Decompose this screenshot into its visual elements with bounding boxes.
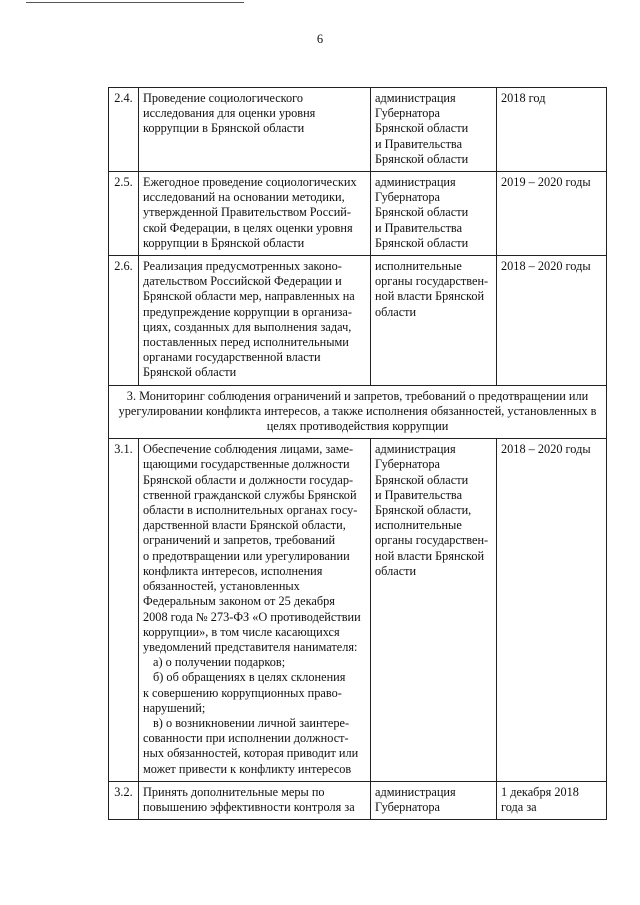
- item-number: 3.1.: [109, 439, 139, 781]
- term: [497, 439, 607, 781]
- event-line: в) о возникновении личной заинтере-: [153, 715, 350, 730]
- executor-line: администрация: [375, 91, 456, 105]
- executor-line: администрация: [375, 784, 456, 799]
- executor-line: и Правительства: [375, 136, 463, 151]
- event-line: а) о получении подарков;: [153, 655, 286, 670]
- executor-line: органы государствен-: [375, 533, 489, 548]
- table-row: [109, 439, 607, 781]
- event-line: Принять дополнительные меры по: [143, 784, 325, 799]
- event-line: предупреждение коррупции в организа-: [143, 304, 352, 319]
- event-line: обязанностей, установленных: [143, 579, 300, 594]
- term-text: 2018 – 2020 годы: [501, 259, 591, 274]
- executor-line: Брянской области: [375, 235, 469, 250]
- event-line: коррупции», в том числе касающихся: [143, 624, 340, 639]
- event-description: [139, 256, 371, 386]
- event-line: Реализация предусмотренных законо-: [143, 259, 342, 274]
- executor-line: Брянской области: [375, 151, 469, 166]
- event-description: [139, 88, 371, 172]
- event-line: органами государственной власти: [143, 350, 321, 365]
- event-description: [139, 439, 371, 781]
- term-text: 2018 – 2020 годы: [501, 442, 591, 457]
- event-line: коррупции в Брянской области: [143, 235, 305, 250]
- event-line: может привести к конфликту интересов: [143, 761, 352, 776]
- anti-corruption-plan-table: [108, 87, 607, 820]
- event-line: Брянской области мер, направленных на: [143, 289, 355, 304]
- executor-line: исполнительные: [375, 518, 462, 533]
- top-rule: [26, 2, 244, 3]
- executor-line: администрация: [375, 175, 456, 190]
- event-line: дательством Российской Федерации и: [143, 274, 342, 289]
- term-text: 2019 – 2020 годы: [501, 175, 591, 190]
- executor: [371, 88, 497, 172]
- page-number: 6: [316, 32, 324, 46]
- event-line: Ежегодное проведение социологических: [143, 175, 357, 190]
- executor-line: органы государствен-: [375, 274, 489, 289]
- event-line: Федеральным законом от 25 декабря: [143, 594, 335, 609]
- executor-line: и Правительства: [375, 220, 463, 235]
- term: [497, 172, 607, 256]
- item-number: 2.4.: [109, 88, 139, 172]
- executor: [371, 439, 497, 781]
- term: [497, 781, 607, 819]
- event-line: утвержденной Правительством Россий-: [143, 205, 351, 220]
- term: [497, 88, 607, 172]
- table-row: [109, 781, 607, 819]
- executor-line: ной власти Брянской: [375, 289, 485, 304]
- executor-line: области: [375, 563, 417, 578]
- event-line: ской Федерации, в целях оценки уровня: [143, 220, 353, 235]
- event-description: [139, 172, 371, 256]
- event-line: к совершению коррупционных право-: [143, 685, 342, 700]
- event-line: Обеспечение соблюдения лицами, заме-: [143, 442, 354, 457]
- executor: [371, 781, 497, 819]
- event-line: области в исполнительных органах госу-: [143, 503, 358, 518]
- executor: [371, 256, 497, 386]
- executor-line: ной власти Брянской: [375, 548, 485, 563]
- table-row: [109, 172, 607, 256]
- executor-line: администрация: [375, 442, 456, 457]
- event-line: дарственной власти Брянской области,: [143, 518, 346, 533]
- event-line: ограничений и запретов, требований: [143, 533, 336, 548]
- event-line: уведомлений представителя нанимателя:: [143, 639, 358, 654]
- event-line: о предотвращении или урегулировании: [143, 548, 350, 563]
- event-line: Брянской области и должности государ-: [143, 472, 354, 487]
- executor-line: исполнительные: [375, 259, 462, 274]
- event-line: коррупции в Брянской области: [143, 121, 305, 136]
- executor-line: Губернатора: [375, 106, 441, 121]
- executor: [371, 172, 497, 256]
- event-line: ственной гражданской службы Брянской: [143, 487, 357, 502]
- event-line: Брянской области: [143, 365, 237, 380]
- event-line: б) об обращениях в целях склонения: [153, 670, 346, 685]
- section-heading-row: [109, 385, 607, 439]
- executor-line: области: [375, 304, 417, 319]
- executor-line: Брянской области: [375, 472, 469, 487]
- event-line: щающими государственные должности: [143, 457, 350, 472]
- event-line: ных обязанностей, которая приводит или: [143, 746, 359, 761]
- event-line: сованности при исполнении должност-: [143, 731, 349, 746]
- executor-line: Брянской области: [375, 121, 469, 136]
- executor-line: Губернатора: [375, 457, 441, 472]
- item-number: 3.2.: [109, 781, 139, 819]
- plan-table-body: [109, 88, 607, 820]
- executor-line: Брянской области: [375, 205, 469, 220]
- term: [497, 256, 607, 386]
- event-description: [139, 781, 371, 819]
- event-line: нарушений;: [143, 700, 206, 715]
- event-line: Проведение социологического: [143, 91, 304, 105]
- table-row: [109, 256, 607, 386]
- event-line: циях, созданных для выполнения задач,: [143, 319, 352, 334]
- executor-line: Губернатора: [375, 190, 441, 205]
- event-line: 2008 года № 273-ФЗ «О противодействии: [143, 609, 361, 624]
- event-line: исследования для оценки уровня: [143, 106, 316, 121]
- executor-line: Брянской области,: [375, 503, 472, 518]
- term-text: 1 декабря 2018 года за: [501, 784, 579, 814]
- event-line: поставленных перед исполнительными: [143, 335, 349, 350]
- item-number: 2.5.: [109, 172, 139, 256]
- term-text: 2018 год: [501, 91, 546, 105]
- table-row: [109, 88, 607, 172]
- executor-line: Губернатора: [375, 799, 441, 814]
- executor-line: и Правительства: [375, 487, 463, 502]
- event-line: исследований на основании методики,: [143, 190, 345, 205]
- item-number: 2.6.: [109, 256, 139, 386]
- event-line: конфликта интересов, исполнения: [143, 563, 323, 578]
- event-line: повышению эффективности контроля за: [143, 799, 355, 814]
- section-heading: 3. Мониторинг соблюдения ограничений и запретов, требований о предотвращении или урегулировании конфликта интересов, а также исполнения обязанностей, установленных в целях противодействия коррупции: [109, 385, 607, 439]
